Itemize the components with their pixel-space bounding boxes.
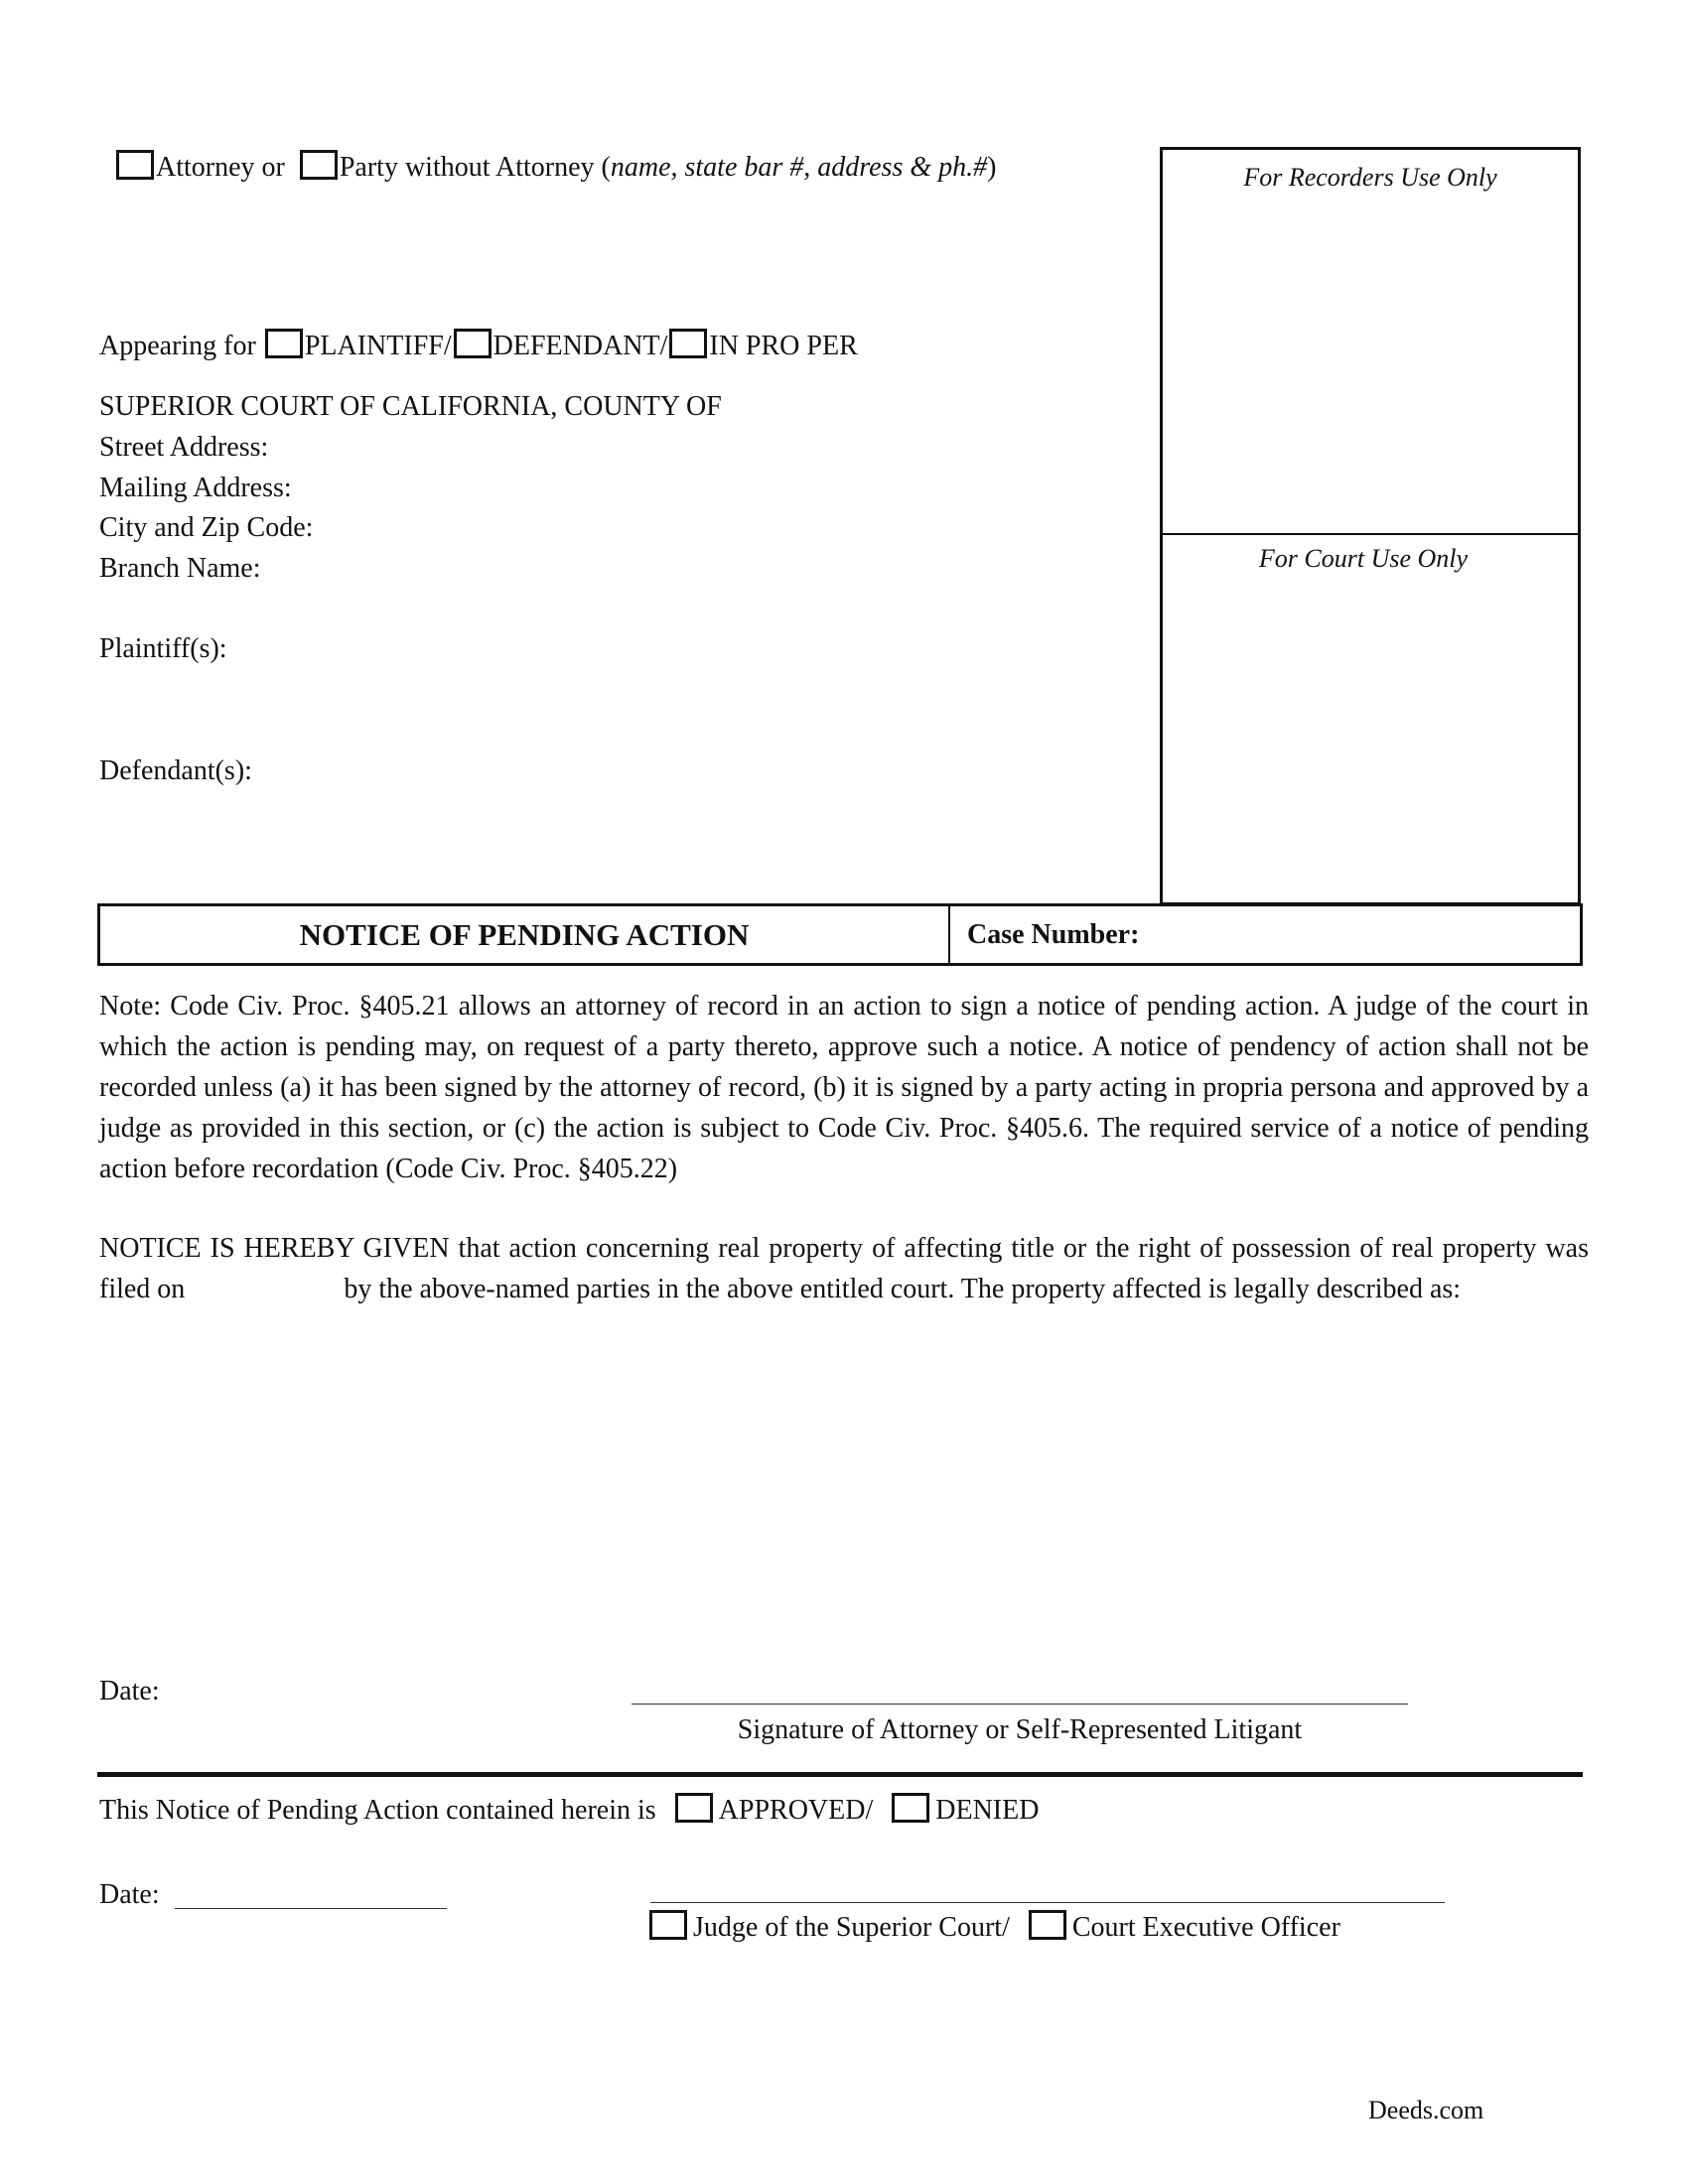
in-pro-per-option: IN PRO PER [709,331,858,361]
notice-text-part2: by the above-named parties in the above entitled court. The property affected is legally described as: [344,1274,1462,1304]
court-executive-officer-option: Court Executive Officer [1071,1912,1340,1943]
mailing-address-label: Mailing Address: [99,473,292,503]
footer-brand: Deeds.com [1368,2096,1484,2124]
approved-label: APPROVED/ [718,1795,874,1826]
denied-label: DENIED [935,1795,1040,1826]
defendant-checkbox[interactable] [454,329,492,358]
notice-text-part1: NOTICE IS HEREBY GIVEN that action concerning real property of affecting title or the right of possession of real property was filed on [99,1233,1589,1304]
judge-option: Judge of the Superior Court/ [693,1912,1010,1943]
case-number-label: Case Number: [967,919,1140,950]
in-pro-per-checkbox[interactable] [669,329,707,358]
recorders-use-label: For Recorders Use Only [1243,163,1497,192]
court-executive-officer-checkbox[interactable] [1029,1910,1066,1940]
approval-date-line[interactable] [175,1908,447,1909]
notice-paragraph [99,1228,1589,1309]
defendant-option: DEFENDANT/ [492,331,668,361]
appearing-for-label: Appearing for [99,331,256,361]
party-hint-close: ) [987,152,997,183]
attorney-label: Attorney or [156,152,285,183]
form-title-box [97,903,1583,966]
note-paragraph: Note: Code Civ. Proc. §405.21 allows an attorney of record in an action to sign a notice of pending action. A judge of the court in which the action is pending may, on request of a party thereto, approve such a notice. A notice of pendency of action shall not be recorded unless (a) it has been signed by the attorney of record, (b) it is signed by a party acting in propria persona and approved by a judge as provided in this section, or (c) the action is subject to Code Civ. Proc. §405.6. The required service of a notice of pending action before recordation (Code Civ. Proc. §405.22) [99,991,1589,1184]
city-zip-label: City and Zip Code: [99,512,314,543]
defendants-label: Defendant(s): [99,755,252,786]
plaintiffs-label: Plaintiff(s): [99,633,227,664]
plaintiff-option: PLAINTIFF/ [304,331,452,361]
recorders-use-box [1160,147,1581,905]
form-title: NOTICE OF PENDING ACTION [100,906,950,963]
judge-signature-line[interactable] [650,1902,1445,1903]
street-address-label: Street Address: [99,432,269,463]
party-hint-open: ( [601,152,611,183]
denied-checkbox[interactable] [892,1793,929,1823]
appearing-for-line [99,326,858,366]
signature-line[interactable] [632,1704,1408,1705]
party-hint: name, state bar #, address & ph.# [610,152,988,183]
section-divider [97,1772,1583,1777]
party-without-attorney-label: Party without Attorney [339,152,595,183]
judge-checkbox[interactable] [649,1910,687,1940]
attorney-party-line [114,147,996,188]
court-name: SUPERIOR COURT OF CALIFORNIA, COUNTY OF [99,391,722,422]
party-without-attorney-checkbox[interactable] [300,150,338,180]
signature-caption: Signature of Attorney or Self-Represented Litigant [737,1714,1303,1745]
approved-checkbox[interactable] [675,1793,713,1823]
attorney-checkbox[interactable] [116,150,154,180]
signature-date-label: Date: [99,1676,160,1706]
judge-officer-line [647,1907,1340,1948]
recorders-court-divider [1160,533,1581,535]
branch-name-label: Branch Name: [99,553,261,584]
approval-line [99,1790,1039,1831]
approval-statement: This Notice of Pending Action contained herein is [99,1795,656,1826]
plaintiff-checkbox[interactable] [265,329,303,358]
approval-date-label: Date: [99,1879,160,1910]
court-use-label: For Court Use Only [1258,544,1469,573]
